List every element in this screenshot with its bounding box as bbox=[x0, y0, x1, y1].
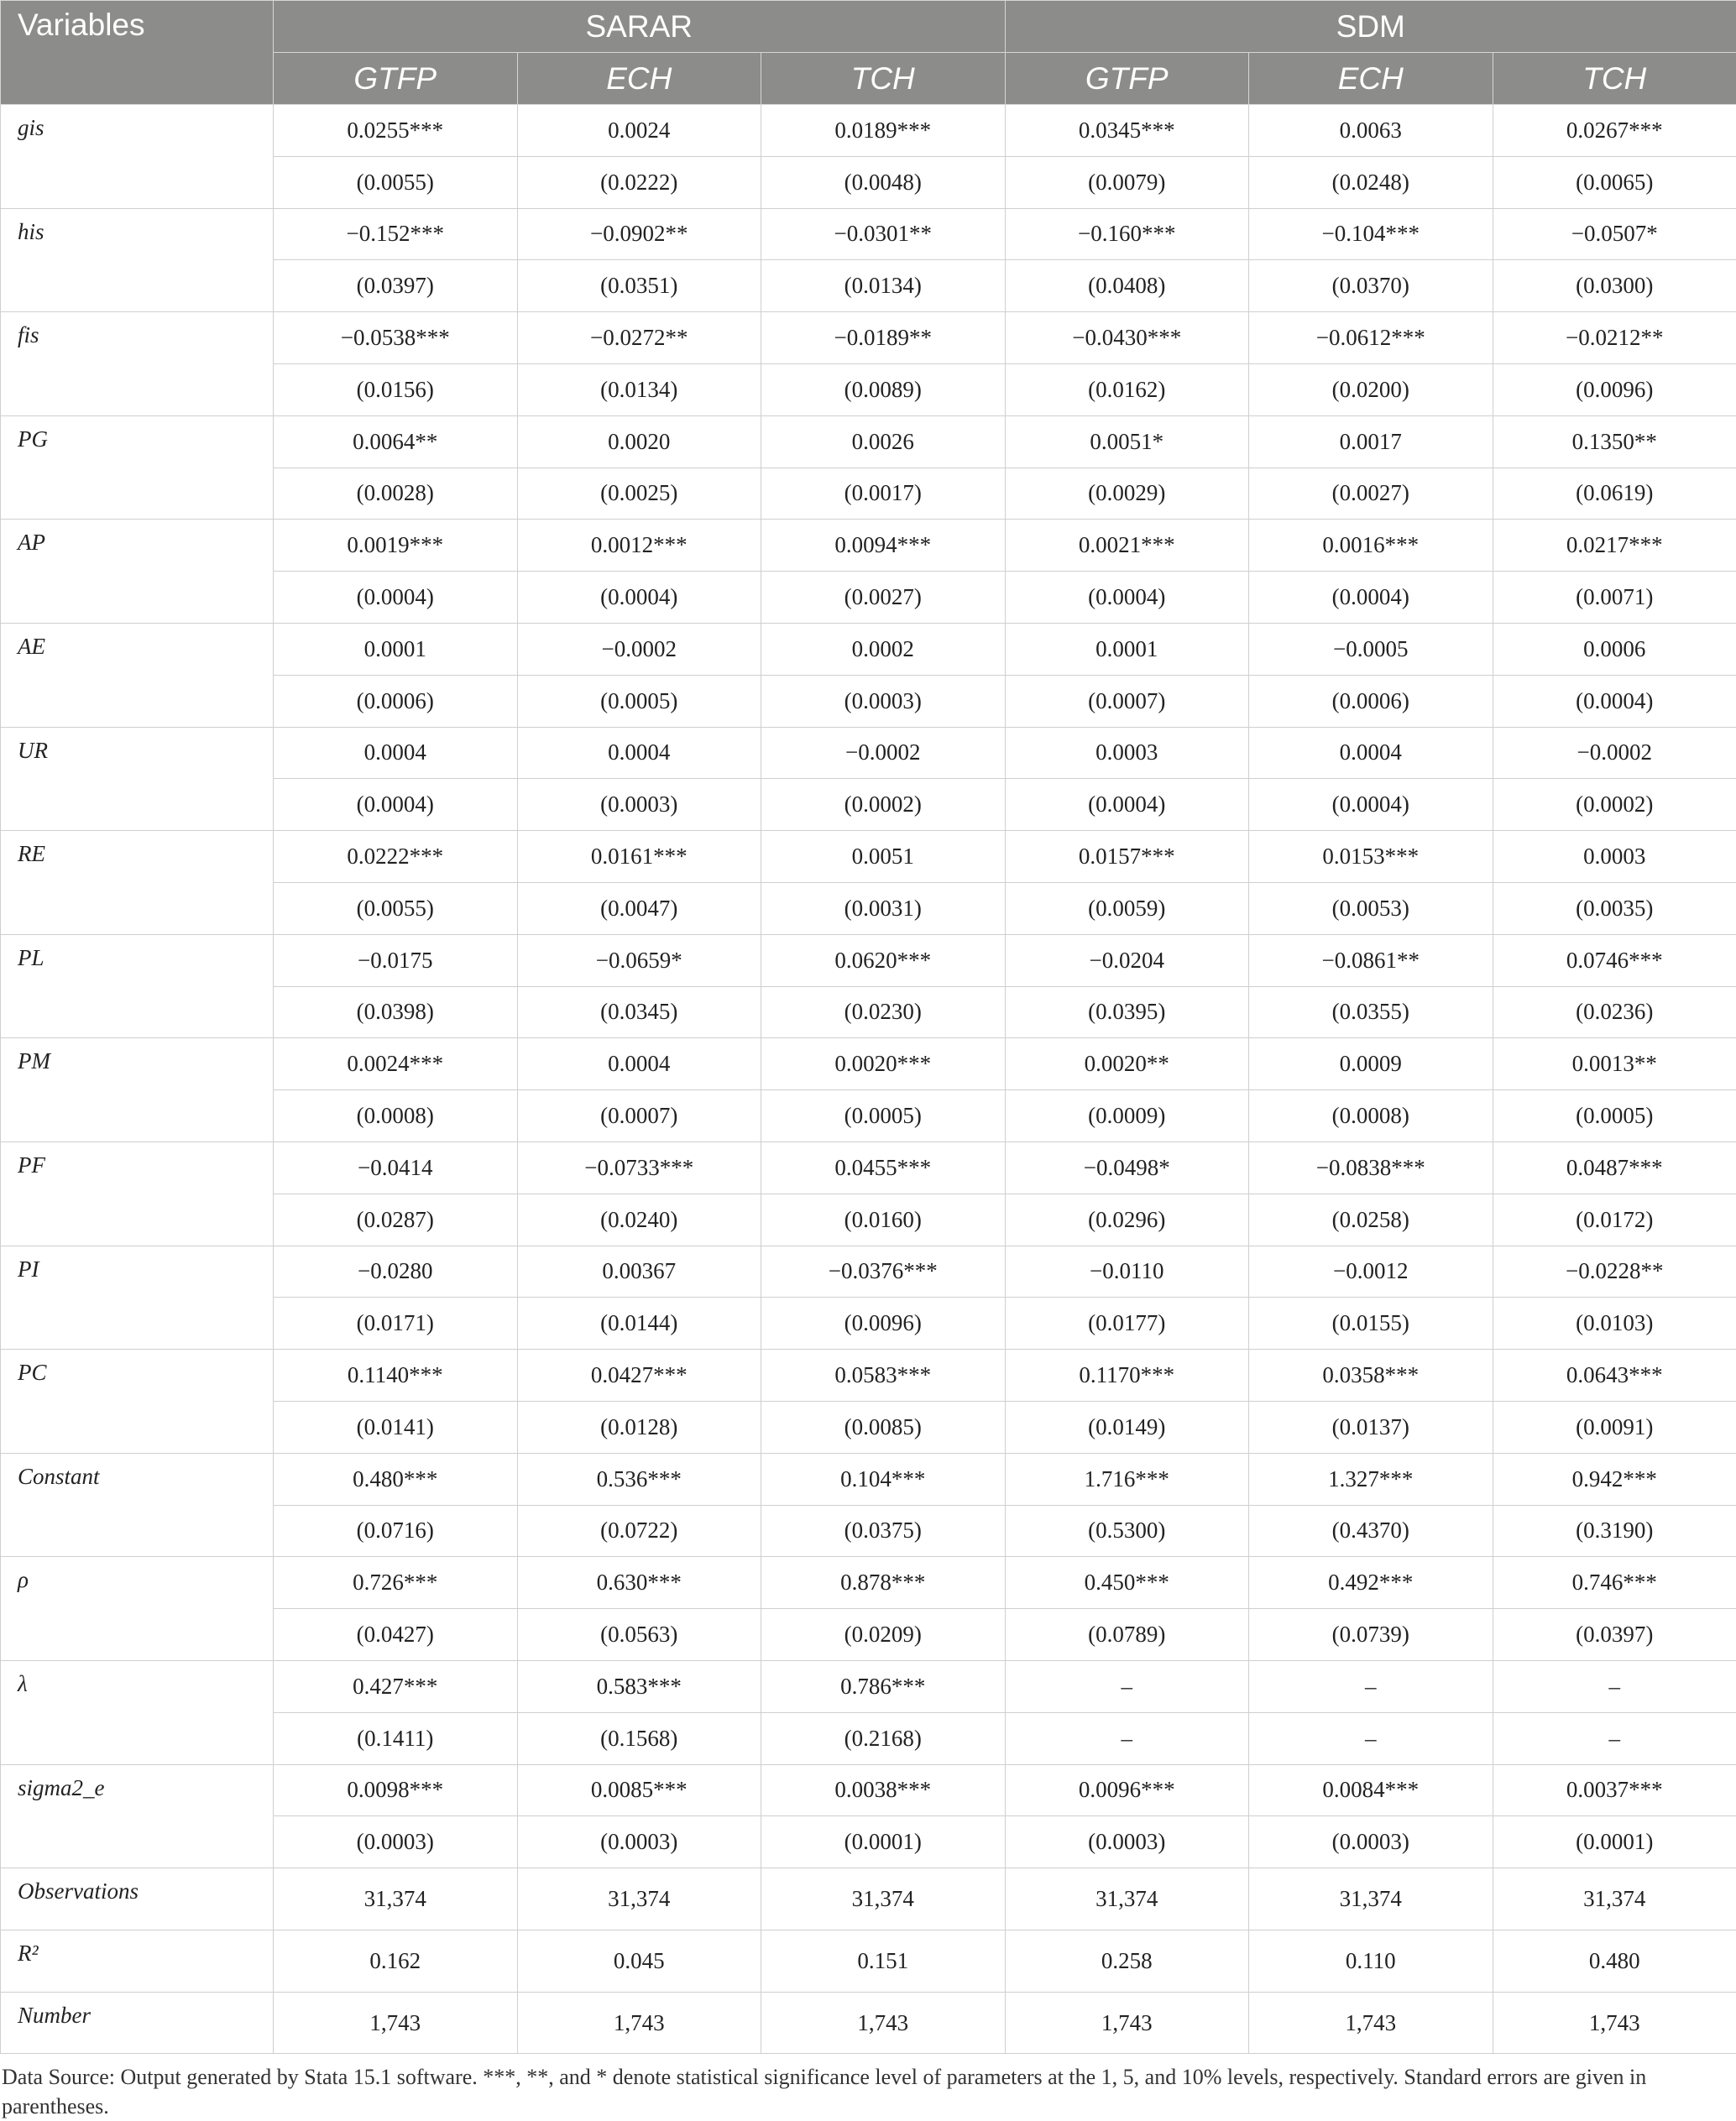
coefficient-cell: 0.0006 bbox=[1493, 623, 1736, 675]
coefficient-cell: 0.0020** bbox=[1005, 1038, 1249, 1090]
statistic-cell: 31,374 bbox=[1005, 1868, 1249, 1930]
standard-error-cell: (0.0004) bbox=[1249, 572, 1493, 624]
standard-error-cell: (0.0240) bbox=[517, 1194, 761, 1246]
column-header: TCH bbox=[761, 53, 1006, 105]
standard-error-cell: (0.0002) bbox=[1493, 779, 1736, 831]
standard-error-cell: (0.0005) bbox=[1493, 1090, 1736, 1142]
standard-error-cell: (0.0408) bbox=[1005, 260, 1249, 312]
coefficient-cell: – bbox=[1005, 1660, 1249, 1712]
standard-error-cell: (0.0287) bbox=[274, 1194, 518, 1246]
coefficient-cell: −0.0376*** bbox=[761, 1246, 1006, 1298]
coefficient-cell: 0.746*** bbox=[1493, 1557, 1736, 1609]
standard-error-cell: (0.0141) bbox=[274, 1401, 518, 1453]
standard-error-cell: (0.0053) bbox=[1249, 882, 1493, 934]
standard-error-cell: (0.0027) bbox=[1249, 468, 1493, 520]
standard-error-cell: (0.0009) bbox=[1005, 1090, 1249, 1142]
coefficient-cell: −0.0175 bbox=[274, 934, 518, 986]
table-row bbox=[1, 727, 1736, 779]
coefficient-cell: 0.00367 bbox=[517, 1246, 761, 1298]
standard-error-cell: – bbox=[1249, 1712, 1493, 1764]
standard-error-cell: (0.0004) bbox=[1493, 675, 1736, 727]
standard-error-cell: (0.0007) bbox=[517, 1090, 761, 1142]
statistic-cell: 31,374 bbox=[517, 1868, 761, 1930]
standard-error-cell: (0.0091) bbox=[1493, 1401, 1736, 1453]
coefficient-cell: 0.0096*** bbox=[1005, 1764, 1249, 1816]
standard-error-cell: (0.3190) bbox=[1493, 1505, 1736, 1557]
table-row bbox=[1, 1930, 1736, 1992]
coefficient-cell: 0.0004 bbox=[1249, 727, 1493, 779]
coefficient-cell: 0.726*** bbox=[274, 1557, 518, 1609]
column-header: ECH bbox=[1249, 53, 1493, 105]
coefficient-cell: 0.104*** bbox=[761, 1453, 1006, 1505]
standard-error-cell: (0.0236) bbox=[1493, 986, 1736, 1038]
standard-error-cell: (0.0375) bbox=[761, 1505, 1006, 1557]
variable-label: RE bbox=[1, 831, 274, 935]
coefficient-cell: −0.0189** bbox=[761, 312, 1006, 364]
coefficient-cell: −0.0002 bbox=[1493, 727, 1736, 779]
coefficient-cell: 0.0012*** bbox=[517, 520, 761, 572]
standard-error-cell: (0.0031) bbox=[761, 882, 1006, 934]
coefficient-cell: −0.0280 bbox=[274, 1246, 518, 1298]
table-row bbox=[1, 415, 1736, 468]
standard-error-cell: (0.0004) bbox=[1249, 779, 1493, 831]
standard-error-cell: (0.0160) bbox=[761, 1194, 1006, 1246]
statistic-cell: 0.480 bbox=[1493, 1930, 1736, 1992]
coefficient-cell: 0.0013** bbox=[1493, 1038, 1736, 1090]
statistic-cell: 1,743 bbox=[517, 1992, 761, 2054]
coefficient-cell: 0.0746*** bbox=[1493, 934, 1736, 986]
statistic-cell: 1,743 bbox=[1005, 1992, 1249, 2054]
standard-error-cell: (0.4370) bbox=[1249, 1505, 1493, 1557]
table-row bbox=[1, 1557, 1736, 1609]
coefficient-cell: 0.942*** bbox=[1493, 1453, 1736, 1505]
coefficient-cell: −0.152*** bbox=[274, 208, 518, 260]
standard-error-cell: (0.0171) bbox=[274, 1298, 518, 1350]
column-header: ECH bbox=[517, 53, 761, 105]
coefficient-cell: 0.0016*** bbox=[1249, 520, 1493, 572]
coefficient-cell: −0.0301** bbox=[761, 208, 1006, 260]
coefficient-cell: 0.583*** bbox=[517, 1660, 761, 1712]
standard-error-cell: (0.0619) bbox=[1493, 468, 1736, 520]
standard-error-cell: (0.0059) bbox=[1005, 882, 1249, 934]
coefficient-cell: −0.0538*** bbox=[274, 312, 518, 364]
table-row bbox=[1, 1992, 1736, 2054]
coefficient-cell: −0.0002 bbox=[517, 623, 761, 675]
standard-error-cell: – bbox=[1493, 1712, 1736, 1764]
standard-error-cell: (0.0004) bbox=[1005, 572, 1249, 624]
standard-error-cell: (0.0025) bbox=[517, 468, 761, 520]
variable-label: gis bbox=[1, 105, 274, 209]
coefficient-cell: 0.0255*** bbox=[274, 105, 518, 157]
standard-error-cell: (0.0134) bbox=[761, 260, 1006, 312]
variable-label: fis bbox=[1, 312, 274, 416]
coefficient-cell: 0.0064** bbox=[274, 415, 518, 468]
table-row bbox=[1, 1141, 1736, 1194]
standard-error-cell: (0.2168) bbox=[761, 1712, 1006, 1764]
table-row bbox=[1, 831, 1736, 883]
standard-error-cell: (0.0003) bbox=[1249, 1816, 1493, 1868]
coefficient-cell: 0.0003 bbox=[1493, 831, 1736, 883]
coefficient-cell: 0.0085*** bbox=[517, 1764, 761, 1816]
statistic-cell: 31,374 bbox=[761, 1868, 1006, 1930]
standard-error-cell: (0.0395) bbox=[1005, 986, 1249, 1038]
statistic-cell: 0.162 bbox=[274, 1930, 518, 1992]
standard-error-cell: (0.0716) bbox=[274, 1505, 518, 1557]
table-row bbox=[1, 1246, 1736, 1298]
coefficient-cell: 0.0004 bbox=[517, 1038, 761, 1090]
column-header: GTFP bbox=[274, 53, 518, 105]
statistic-cell: 1,743 bbox=[1493, 1992, 1736, 2054]
coefficient-cell: 0.0001 bbox=[1005, 623, 1249, 675]
coefficient-cell: – bbox=[1493, 1660, 1736, 1712]
variable-label: sigma2_e bbox=[1, 1764, 274, 1868]
coefficient-cell: −0.0498* bbox=[1005, 1141, 1249, 1194]
coefficient-cell: 0.0358*** bbox=[1249, 1350, 1493, 1402]
variable-label: AE bbox=[1, 623, 274, 727]
coefficient-cell: 0.0003 bbox=[1005, 727, 1249, 779]
standard-error-cell: (0.0137) bbox=[1249, 1401, 1493, 1453]
standard-error-cell: (0.0397) bbox=[274, 260, 518, 312]
standard-error-cell: (0.0739) bbox=[1249, 1609, 1493, 1661]
coefficient-cell: −0.160*** bbox=[1005, 208, 1249, 260]
coefficient-cell: −0.0861** bbox=[1249, 934, 1493, 986]
standard-error-cell: (0.5300) bbox=[1005, 1505, 1249, 1557]
standard-error-cell: (0.0296) bbox=[1005, 1194, 1249, 1246]
table-row bbox=[1, 1038, 1736, 1090]
standard-error-cell: (0.0065) bbox=[1493, 156, 1736, 208]
coefficient-cell: 0.0002 bbox=[761, 623, 1006, 675]
coefficient-cell: 0.1350** bbox=[1493, 415, 1736, 468]
standard-error-cell: (0.0003) bbox=[761, 675, 1006, 727]
standard-error-cell: (0.0230) bbox=[761, 986, 1006, 1038]
coefficient-cell: 0.0051* bbox=[1005, 415, 1249, 468]
coefficient-cell: 0.0021*** bbox=[1005, 520, 1249, 572]
coefficient-cell: −0.0659* bbox=[517, 934, 761, 986]
standard-error-cell: (0.0103) bbox=[1493, 1298, 1736, 1350]
standard-error-cell: (0.1411) bbox=[274, 1712, 518, 1764]
standard-error-cell: (0.0003) bbox=[517, 1816, 761, 1868]
coefficient-cell: 0.0157*** bbox=[1005, 831, 1249, 883]
standard-error-cell: (0.0071) bbox=[1493, 572, 1736, 624]
coefficient-cell: 0.0643*** bbox=[1493, 1350, 1736, 1402]
standard-error-cell: (0.0155) bbox=[1249, 1298, 1493, 1350]
coefficient-cell: 0.0001 bbox=[274, 623, 518, 675]
coefficient-cell: 0.0024 bbox=[517, 105, 761, 157]
standard-error-cell: (0.0370) bbox=[1249, 260, 1493, 312]
standard-error-cell: (0.0004) bbox=[274, 572, 518, 624]
statistic-cell: 31,374 bbox=[274, 1868, 518, 1930]
coefficient-cell: 0.630*** bbox=[517, 1557, 761, 1609]
column-header: TCH bbox=[1493, 53, 1736, 105]
standard-error-cell: (0.0028) bbox=[274, 468, 518, 520]
table-body bbox=[1, 105, 1736, 2054]
coefficient-cell: 0.786*** bbox=[761, 1660, 1006, 1712]
variable-label: λ bbox=[1, 1660, 274, 1764]
variable-label: AP bbox=[1, 520, 274, 624]
coefficient-cell: 0.878*** bbox=[761, 1557, 1006, 1609]
variable-label: Constant bbox=[1, 1453, 274, 1557]
group-header-sdm: SDM bbox=[1005, 1, 1736, 53]
standard-error-cell: (0.0355) bbox=[1249, 986, 1493, 1038]
coefficient-cell: −0.0228** bbox=[1493, 1246, 1736, 1298]
standard-error-cell: (0.0007) bbox=[1005, 675, 1249, 727]
coefficient-cell: −0.0733*** bbox=[517, 1141, 761, 1194]
table-row bbox=[1, 1660, 1736, 1712]
standard-error-cell: (0.0351) bbox=[517, 260, 761, 312]
coefficient-cell: 0.0063 bbox=[1249, 105, 1493, 157]
standard-error-cell: (0.0563) bbox=[517, 1609, 761, 1661]
coefficient-cell: 0.0161*** bbox=[517, 831, 761, 883]
coefficient-cell: −0.0902** bbox=[517, 208, 761, 260]
coefficient-cell: 0.480*** bbox=[274, 1453, 518, 1505]
standard-error-cell: (0.0079) bbox=[1005, 156, 1249, 208]
table-footnote: Data Source: Output generated by Stata 15.1 software. ***, **, and * denote statistical significance level of parameters at the 1, 5, and 10% levels, respectively. Standard errors are given in parentheses. bbox=[0, 2054, 1736, 2121]
statistic-cell: 0.110 bbox=[1249, 1930, 1493, 1992]
coefficient-cell: −0.0272** bbox=[517, 312, 761, 364]
statistic-label: R² bbox=[1, 1930, 274, 1992]
coefficient-cell: −0.0204 bbox=[1005, 934, 1249, 986]
coefficient-cell: −0.0507* bbox=[1493, 208, 1736, 260]
coefficient-cell: 0.0098*** bbox=[274, 1764, 518, 1816]
statistic-cell: 0.258 bbox=[1005, 1930, 1249, 1992]
standard-error-cell: (0.0001) bbox=[761, 1816, 1006, 1868]
coefficient-cell: 0.0037*** bbox=[1493, 1764, 1736, 1816]
table-row bbox=[1, 1350, 1736, 1402]
group-header-sarar: SARAR bbox=[274, 1, 1006, 53]
standard-error-cell: (0.0008) bbox=[274, 1090, 518, 1142]
standard-error-cell: (0.0345) bbox=[517, 986, 761, 1038]
table-row bbox=[1, 208, 1736, 260]
standard-error-cell: (0.0096) bbox=[1493, 363, 1736, 415]
table-row bbox=[1, 1453, 1736, 1505]
coefficient-cell: 0.0004 bbox=[517, 727, 761, 779]
standard-error-cell: (0.0004) bbox=[1005, 779, 1249, 831]
table-row bbox=[1, 623, 1736, 675]
standard-error-cell: (0.0006) bbox=[1249, 675, 1493, 727]
standard-error-cell: (0.0177) bbox=[1005, 1298, 1249, 1350]
standard-error-cell: – bbox=[1005, 1712, 1249, 1764]
standard-error-cell: (0.0789) bbox=[1005, 1609, 1249, 1661]
coefficient-cell: 1.327*** bbox=[1249, 1453, 1493, 1505]
coefficient-cell: 0.450*** bbox=[1005, 1557, 1249, 1609]
standard-error-cell: (0.0003) bbox=[274, 1816, 518, 1868]
statistic-cell: 1,743 bbox=[274, 1992, 518, 2054]
variable-label: PM bbox=[1, 1038, 274, 1142]
statistic-cell: 0.151 bbox=[761, 1930, 1006, 1992]
standard-error-cell: (0.0722) bbox=[517, 1505, 761, 1557]
coefficient-cell: −0.0002 bbox=[761, 727, 1006, 779]
statistic-label: Observations bbox=[1, 1868, 274, 1930]
standard-error-cell: (0.0027) bbox=[761, 572, 1006, 624]
coefficient-cell: 0.0345*** bbox=[1005, 105, 1249, 157]
standard-error-cell: (0.0149) bbox=[1005, 1401, 1249, 1453]
coefficient-cell: 0.1170*** bbox=[1005, 1350, 1249, 1402]
coefficient-cell: −0.0612*** bbox=[1249, 312, 1493, 364]
standard-error-cell: (0.0128) bbox=[517, 1401, 761, 1453]
standard-error-cell: (0.0300) bbox=[1493, 260, 1736, 312]
coefficient-cell: 1.716*** bbox=[1005, 1453, 1249, 1505]
variable-label: UR bbox=[1, 727, 274, 831]
standard-error-cell: (0.0004) bbox=[517, 572, 761, 624]
variable-label: ρ bbox=[1, 1557, 274, 1661]
coefficient-cell: −0.0414 bbox=[274, 1141, 518, 1194]
coefficient-cell: 0.0222*** bbox=[274, 831, 518, 883]
coefficient-cell: 0.1140*** bbox=[274, 1350, 518, 1402]
column-header: GTFP bbox=[1005, 53, 1249, 105]
table-row bbox=[1, 105, 1736, 157]
standard-error-cell: (0.0006) bbox=[274, 675, 518, 727]
standard-error-cell: (0.0096) bbox=[761, 1298, 1006, 1350]
coefficient-cell: 0.0217*** bbox=[1493, 520, 1736, 572]
coefficient-cell: 0.0455*** bbox=[761, 1141, 1006, 1194]
statistic-cell: 0.045 bbox=[517, 1930, 761, 1992]
coefficient-cell: 0.0153*** bbox=[1249, 831, 1493, 883]
table-row bbox=[1, 520, 1736, 572]
table-row bbox=[1, 312, 1736, 364]
coefficient-cell: 0.0020*** bbox=[761, 1038, 1006, 1090]
standard-error-cell: (0.0017) bbox=[761, 468, 1006, 520]
coefficient-cell: 0.0583*** bbox=[761, 1350, 1006, 1402]
standard-error-cell: (0.0156) bbox=[274, 363, 518, 415]
variable-label: PI bbox=[1, 1246, 274, 1350]
standard-error-cell: (0.0047) bbox=[517, 882, 761, 934]
coefficient-cell: 0.0267*** bbox=[1493, 105, 1736, 157]
standard-error-cell: (0.1568) bbox=[517, 1712, 761, 1764]
coefficient-cell: 0.0019*** bbox=[274, 520, 518, 572]
variable-label: PC bbox=[1, 1350, 274, 1454]
coefficient-cell: 0.0620*** bbox=[761, 934, 1006, 986]
standard-error-cell: (0.0427) bbox=[274, 1609, 518, 1661]
standard-error-cell: (0.0002) bbox=[761, 779, 1006, 831]
coefficient-cell: −0.104*** bbox=[1249, 208, 1493, 260]
standard-error-cell: (0.0200) bbox=[1249, 363, 1493, 415]
standard-error-cell: (0.0144) bbox=[517, 1298, 761, 1350]
coefficient-cell: 0.0038*** bbox=[761, 1764, 1006, 1816]
standard-error-cell: (0.0134) bbox=[517, 363, 761, 415]
coefficient-cell: – bbox=[1249, 1660, 1493, 1712]
statistic-cell: 31,374 bbox=[1493, 1868, 1736, 1930]
standard-error-cell: (0.0055) bbox=[274, 156, 518, 208]
standard-error-cell: (0.0004) bbox=[274, 779, 518, 831]
standard-error-cell: (0.0172) bbox=[1493, 1194, 1736, 1246]
coefficient-cell: −0.0005 bbox=[1249, 623, 1493, 675]
coefficient-cell: 0.427*** bbox=[274, 1660, 518, 1712]
statistic-cell: 1,743 bbox=[1249, 1992, 1493, 2054]
coefficient-cell: 0.0189*** bbox=[761, 105, 1006, 157]
variable-label: PF bbox=[1, 1141, 274, 1246]
standard-error-cell: (0.0258) bbox=[1249, 1194, 1493, 1246]
coefficient-cell: 0.536*** bbox=[517, 1453, 761, 1505]
standard-error-cell: (0.0085) bbox=[761, 1401, 1006, 1453]
statistic-cell: 31,374 bbox=[1249, 1868, 1493, 1930]
standard-error-cell: (0.0003) bbox=[517, 779, 761, 831]
coefficient-cell: 0.0487*** bbox=[1493, 1141, 1736, 1194]
standard-error-cell: (0.0005) bbox=[517, 675, 761, 727]
table-row bbox=[1, 1764, 1736, 1816]
coefficient-cell: −0.0838*** bbox=[1249, 1141, 1493, 1194]
coefficient-cell: −0.0110 bbox=[1005, 1246, 1249, 1298]
standard-error-cell: (0.0089) bbox=[761, 363, 1006, 415]
variables-header: Variables bbox=[1, 1, 274, 105]
coefficient-cell: −0.0012 bbox=[1249, 1246, 1493, 1298]
variable-label: PL bbox=[1, 934, 274, 1038]
coefficient-cell: 0.0009 bbox=[1249, 1038, 1493, 1090]
statistic-label: Number bbox=[1, 1992, 274, 2054]
standard-error-cell: (0.0035) bbox=[1493, 882, 1736, 934]
coefficient-cell: −0.0212** bbox=[1493, 312, 1736, 364]
coefficient-cell: 0.0020 bbox=[517, 415, 761, 468]
standard-error-cell: (0.0055) bbox=[274, 882, 518, 934]
standard-error-cell: (0.0003) bbox=[1005, 1816, 1249, 1868]
standard-error-cell: (0.0398) bbox=[274, 986, 518, 1038]
table-row bbox=[1, 1868, 1736, 1930]
variable-label: his bbox=[1, 208, 274, 312]
standard-error-cell: (0.0005) bbox=[761, 1090, 1006, 1142]
standard-error-cell: (0.0162) bbox=[1005, 363, 1249, 415]
coefficient-cell: 0.0017 bbox=[1249, 415, 1493, 468]
standard-error-cell: (0.0008) bbox=[1249, 1090, 1493, 1142]
table-row bbox=[1, 934, 1736, 986]
coefficient-cell: 0.0427*** bbox=[517, 1350, 761, 1402]
standard-error-cell: (0.0397) bbox=[1493, 1609, 1736, 1661]
coefficient-cell: −0.0430*** bbox=[1005, 312, 1249, 364]
coefficient-cell: 0.0094*** bbox=[761, 520, 1006, 572]
coefficient-cell: 0.0051 bbox=[761, 831, 1006, 883]
coefficient-cell: 0.0024*** bbox=[274, 1038, 518, 1090]
standard-error-cell: (0.0209) bbox=[761, 1609, 1006, 1661]
standard-error-cell: (0.0248) bbox=[1249, 156, 1493, 208]
standard-error-cell: (0.0222) bbox=[517, 156, 761, 208]
standard-error-cell: (0.0029) bbox=[1005, 468, 1249, 520]
table-header bbox=[1, 1, 1736, 105]
standard-error-cell: (0.0001) bbox=[1493, 1816, 1736, 1868]
standard-error-cell: (0.0048) bbox=[761, 156, 1006, 208]
coefficient-cell: 0.492*** bbox=[1249, 1557, 1493, 1609]
coefficient-cell: 0.0026 bbox=[761, 415, 1006, 468]
statistic-cell: 1,743 bbox=[761, 1992, 1006, 2054]
coefficient-cell: 0.0004 bbox=[274, 727, 518, 779]
coefficient-cell: 0.0084*** bbox=[1249, 1764, 1493, 1816]
variable-label: PG bbox=[1, 415, 274, 520]
